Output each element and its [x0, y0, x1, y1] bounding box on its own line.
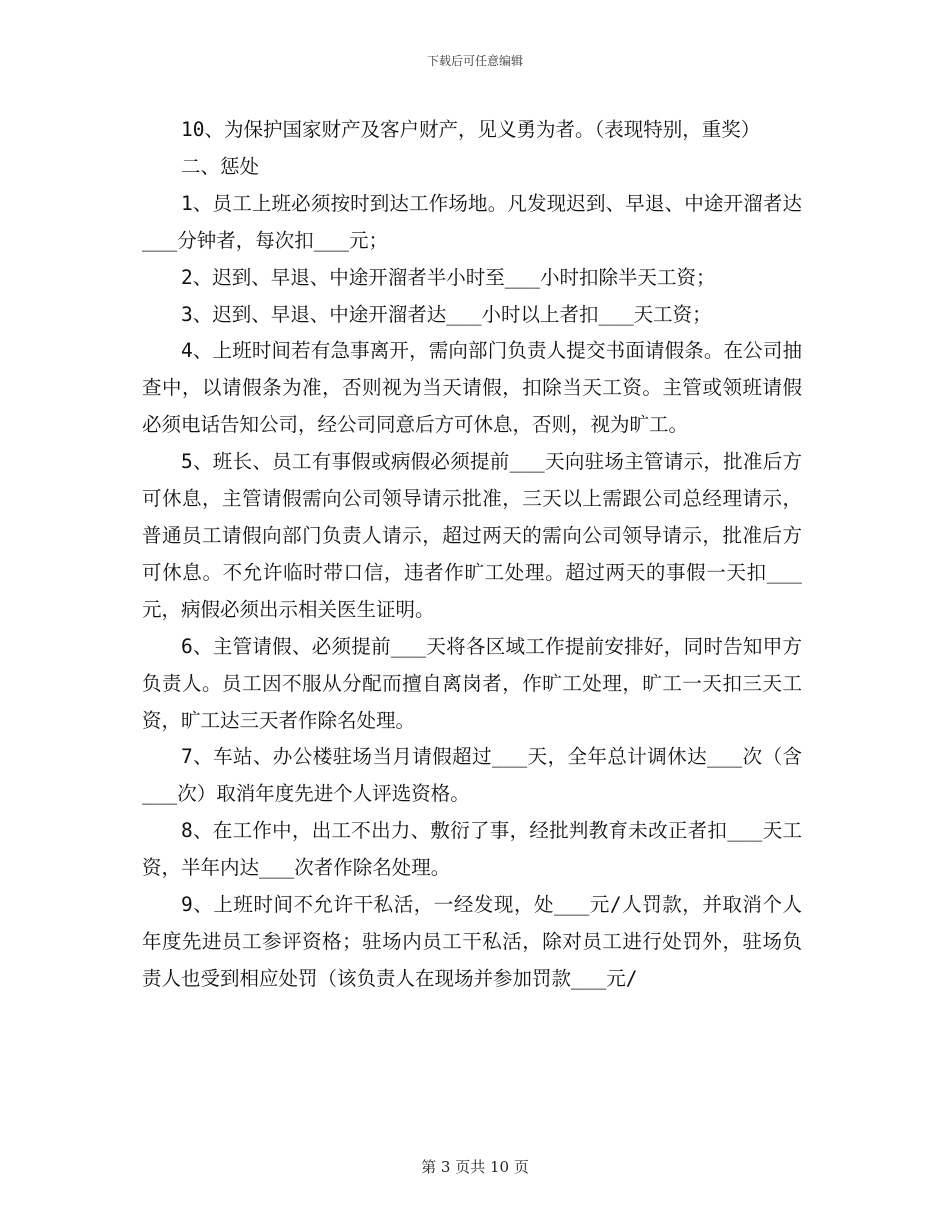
paragraph-penalty-3: 3、迟到、早退、中途开溜者达___小时以上者扣___天工资； — [181, 302, 712, 326]
page-header: 下载后可任意编辑 — [426, 54, 523, 68]
paragraph-penalty-2: 2、迟到、早退、中途开溜者半小时至___小时扣除半天工资； — [181, 265, 716, 289]
paragraph-penalty-5: 5、班长、员工有事假或病假必须提前___天向驻场主管请示，批准后方可休息，主管请假需向公司领导请示批准，三天以上需跟公司总经理请示，普通员工请假向部门负责人请示，超过两天的需向公司领导请示，批准后方可休息。不允许临时带口信，违者作旷工处理。超过两天的事假一天扣___元，病假必须出示相关医生证明。 — [142, 450, 802, 621]
paragraph-reward-10: 10、为保护国家财产及客户财产，见义勇为者。（表现特别，重奖） — [181, 118, 761, 141]
paragraph-penalty-7: 7、车站、办公楼驻场当月请假超过___天，全年总计调休达___次（含___次）取消年度先进个人评选资格。 — [142, 745, 802, 806]
paragraph-penalty-6: 6、主管请假、必须提前___天将各区域工作提前安排好，同时告知甲方负责人。员工因不服从分配而擅自离岗者，作旷工处理，旷工一天扣三天工资，旷工达三天者作除名处理。 — [142, 634, 802, 732]
section-heading-penalties: 二、惩处 — [181, 154, 260, 178]
paragraph-penalty-8: 8、在工作中，出工不出力、敷衍了事，经批判教育未改正者扣___天工资，半年内达___次者作除名处理。 — [142, 819, 802, 880]
paragraph-penalty-1: 1、员工上班必须按时到达工作场地。凡发现迟到、早退、中途开溜者达___分钟者，每次扣___元； — [142, 191, 802, 252]
document-body — [142, 112, 802, 998]
paragraph-penalty-4: 4、上班时间若有急事离开，需向部门负责人提交书面请假条。在公司抽查中，以请假条为准，否则视为当天请假，扣除当天工资。主管或领班请假必须电话告知公司，经公司同意后方可休息，否则，视为旷工。 — [142, 339, 802, 437]
page-footer: 第 3 页共 10 页 — [421, 1158, 529, 1176]
paragraph-penalty-9: 9、上班时间不允许干私活，一经发现，处___元/人罚款，并取消个人年度先进员工参评资格；驻场内员工干私活，除对员工进行处罚外，驻场负责人也受到相应处罚（该负责人在现场并参加罚款___元/ — [142, 893, 802, 990]
